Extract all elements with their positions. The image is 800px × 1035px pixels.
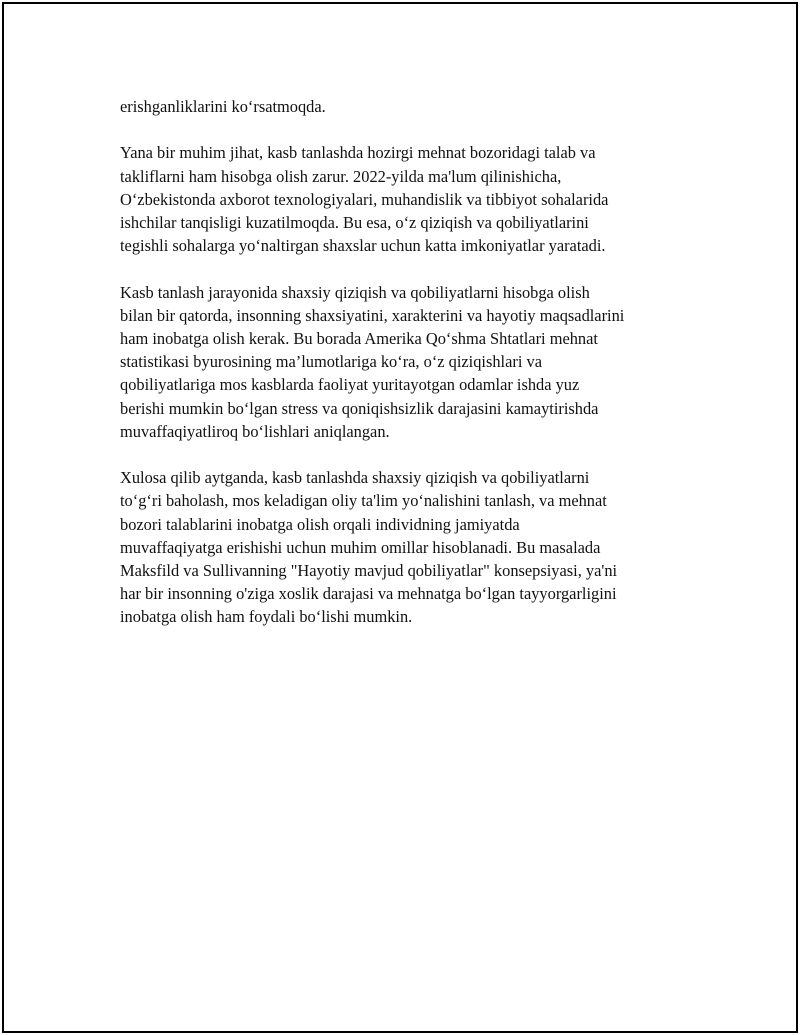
text-line: inobatga olish ham foydali bo‘lishi mumkin.: [120, 607, 413, 627]
text-line: bilan bir qatorda, insonning shaxsiyatini, xarakterini va hayotiy maqsadlarini: [120, 305, 625, 325]
text-line: erishganliklarini ko‘rsatmoqda.: [120, 97, 326, 116]
text-line: ishchilar tanqisligi kuzatilmoqda. Bu esa, o‘z qiziqish va qobiliyatlarini: [120, 213, 589, 232]
text-line: statistikasi byurosining ma’lumotlariga ko‘ra, o‘z qiziqishlari va: [120, 352, 542, 372]
text-line: berishi mumkin bo‘lgan stress va qoniqishsizlik darajasini kamaytirishda: [120, 398, 599, 418]
text-line: muvaffaqiyatga erishishi uchun muhim omillar hisoblanadi. Bu masalada: [120, 537, 601, 557]
text-line: Maksfild va Sullivanning "Hayotiy mavjud qobiliyatlar" konsepsiyasi, ya'ni: [120, 561, 618, 581]
document-page: [2, 2, 798, 1033]
text-line: qobiliyatlariga mos kasblarda faoliyat yuritayotgan odamlar ishda yuz: [120, 375, 580, 395]
text-line: takliflarni ham hisobga olish zarur. 2022-yilda ma'lum qilinishicha,: [120, 166, 562, 186]
paragraph-4: [120, 466, 710, 628]
text-line: muvaffaqiyatliroq bo‘lishlari aniqlangan.: [120, 421, 390, 441]
text-line: har bir insonning o'ziga xoslik darajasi va mehnatga bo‘lgan tayyorgarligini: [120, 584, 617, 604]
document-body: [120, 95, 710, 652]
text-line: Xulosa qilib aytganda, kasb tanlashda shaxsiy qiziqish va qobiliyatlarni: [120, 468, 590, 488]
paragraph-3: [120, 281, 710, 443]
paragraph-2: [120, 141, 710, 257]
text-line: Yana bir muhim jihat, kasb tanlashda hozirgi mehnat bozoridagi talab va: [120, 143, 596, 163]
text-line: O‘zbekistonda axborot texnologiyalari, muhandislik va tibbiyot sohalarida: [120, 189, 609, 209]
paragraph-1: [120, 95, 710, 118]
text-line: bozori talablarini inobatga olish orqali individning jamiyatda: [120, 514, 520, 534]
text-line: tegishli sohalarga yo‘naltirgan shaxslar uchun katta imkoniyatlar yaratadi.: [120, 236, 606, 256]
text-line: Kasb tanlash jarayonida shaxsiy qiziqish va qobiliyatlarni hisobga olish: [120, 282, 590, 302]
text-line: ham inobatga olish kerak. Bu borada Amerika Qo‘shma Shtatlari mehnat: [120, 329, 598, 348]
text-line: to‘g‘ri baholash, mos keladigan oliy ta'lim yo‘nalishini tanlash, va mehnat: [120, 491, 607, 511]
